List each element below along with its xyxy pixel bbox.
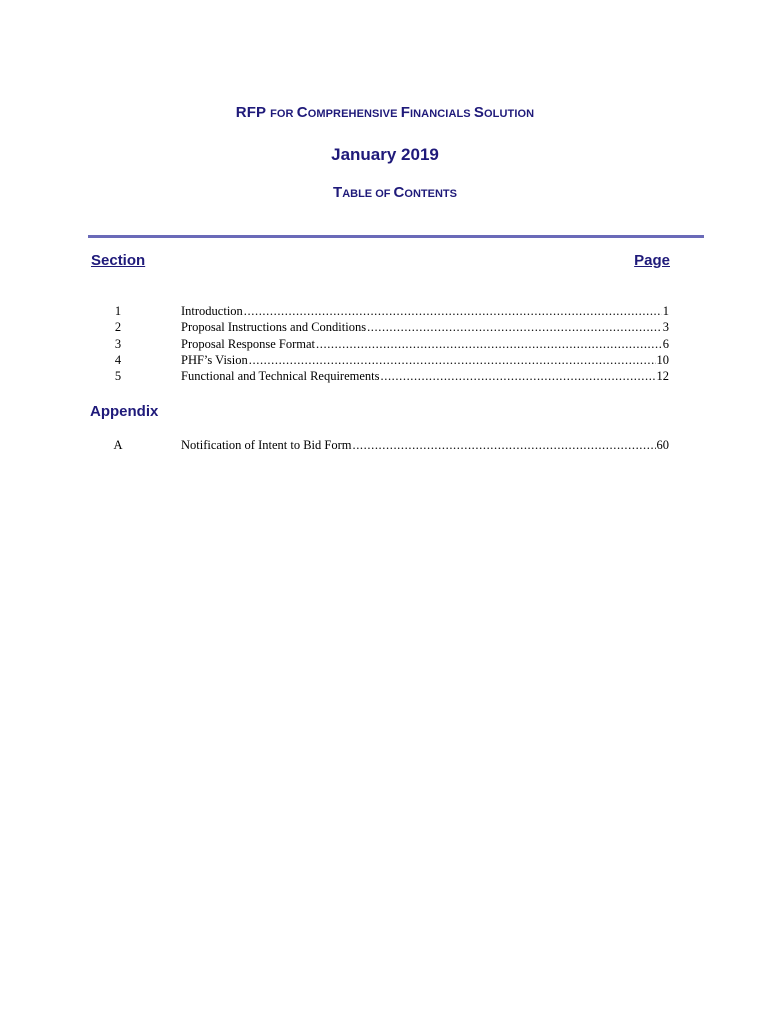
toc-leader-dots (316, 336, 662, 352)
toc-entry (181, 319, 669, 335)
toc-entry (181, 352, 669, 368)
toc-page-number: 6 (662, 336, 669, 351)
toc-section-title: PHF’s Vision (181, 352, 248, 367)
appendix-list (0, 437, 770, 453)
document-title (0, 104, 770, 121)
toc-heading (0, 184, 770, 201)
toc-section-number: 3 (114, 336, 122, 351)
page-column-header: Page (634, 252, 670, 269)
toc-leader-dots (381, 368, 656, 384)
toc-heading-part: T (333, 184, 343, 201)
document-title-part: RFP (235, 104, 271, 121)
toc-page-number: 60 (656, 438, 669, 452)
toc-entry (181, 336, 669, 352)
toc-section-number: 1 (114, 304, 122, 318)
appendix-heading: Appendix (90, 403, 159, 420)
toc-section-number: 4 (114, 352, 122, 367)
toc-entry (181, 437, 669, 453)
toc-entry (181, 303, 669, 319)
section-column-header: Section (91, 252, 146, 269)
toc-row[interactable] (0, 319, 770, 335)
toc-leader-dots (249, 352, 656, 368)
document-title-part: FOR (270, 108, 297, 120)
toc-leader-dots (367, 319, 662, 335)
document-title-part: C (296, 104, 308, 121)
toc-section-title: Proposal Response Format (181, 336, 316, 351)
document-title-part: F (400, 104, 410, 121)
toc-leader-dots (244, 303, 662, 319)
document-date: January 2019 (331, 145, 439, 164)
document-title-part: S (473, 104, 485, 121)
toc-page-number: 12 (656, 369, 669, 384)
toc-row[interactable] (0, 352, 770, 368)
toc-row[interactable] (0, 336, 770, 352)
toc-page-number: 10 (656, 352, 669, 367)
heading-divider (88, 235, 704, 238)
toc-appendix-title: Notification of Intent to Bid Form (181, 438, 352, 452)
sections-list (0, 303, 770, 384)
toc-heading-part: C (393, 184, 405, 201)
toc-row[interactable] (0, 437, 770, 453)
toc-leader-dots (352, 437, 655, 453)
toc-appendix-letter: A (113, 438, 123, 452)
toc-heading-part: ONTENTS (404, 188, 457, 200)
toc-section-title: Proposal Instructions and Conditions (181, 320, 367, 335)
toc-section-title: Introduction (181, 304, 243, 318)
toc-section-title: Functional and Technical Requirements (181, 369, 380, 384)
toc-row[interactable] (0, 368, 770, 384)
toc-page-number: 1 (662, 304, 669, 318)
toc-section-number: 5 (114, 369, 122, 384)
toc-section-number: 2 (114, 320, 122, 335)
document-title-part: OMPREHENSIVE (307, 108, 401, 120)
toc-page-number: 3 (662, 320, 669, 335)
toc-row[interactable] (0, 303, 770, 319)
toc-heading-part: ABLE OF (342, 188, 394, 200)
document-title-part: INANCIALS (409, 108, 474, 120)
document-title-part: OLUTION (484, 108, 535, 120)
toc-entry (181, 368, 669, 384)
